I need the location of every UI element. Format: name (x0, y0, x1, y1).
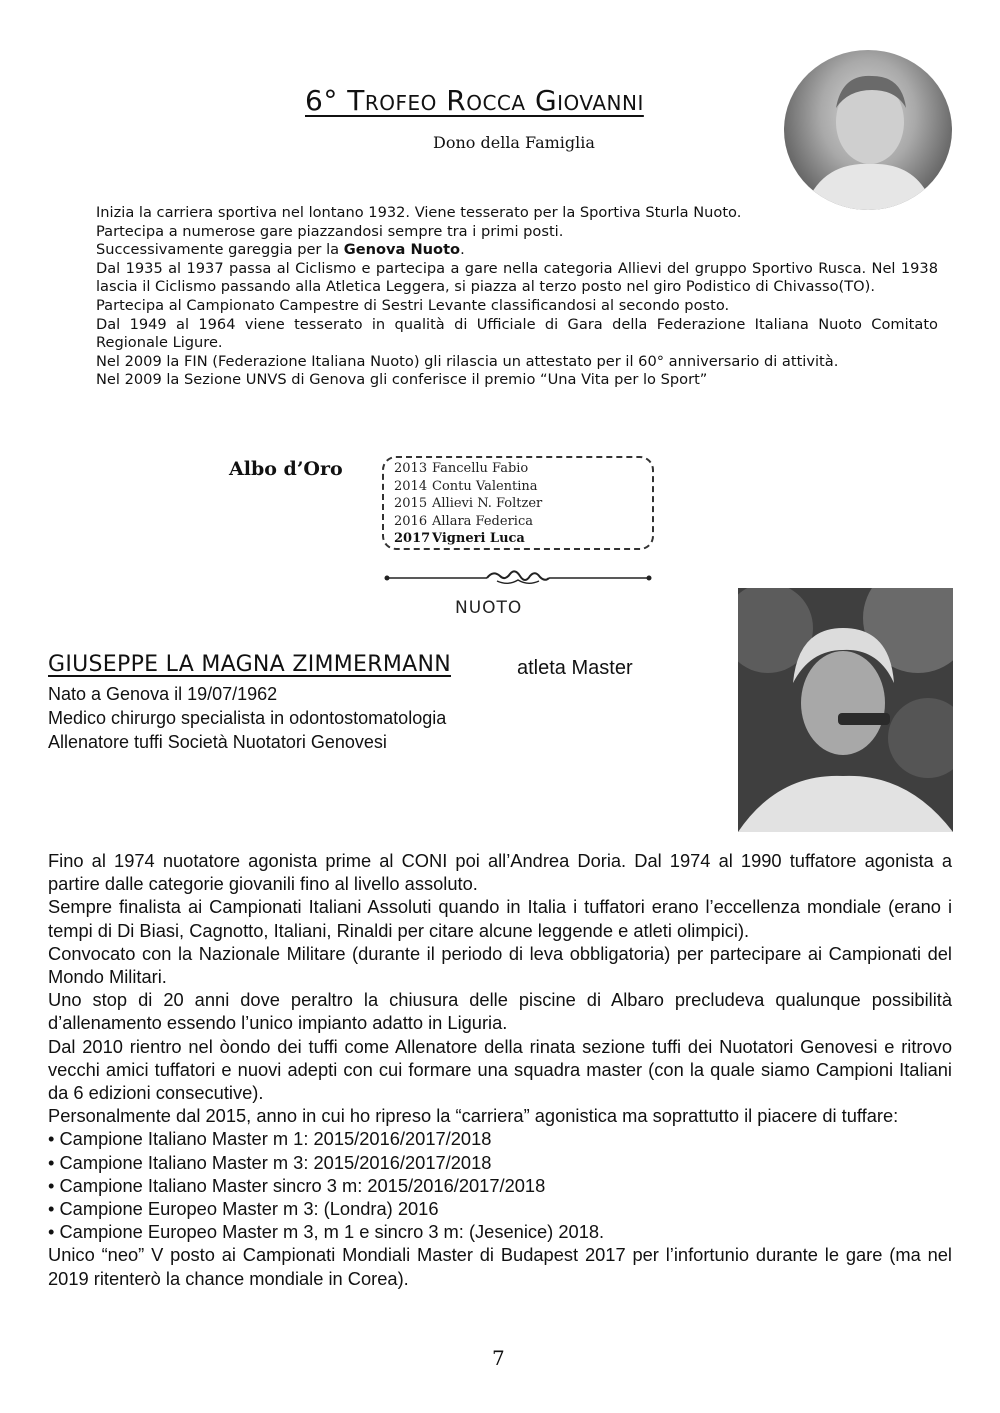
bio-paragraph: Partecipa a numerose gare piazzandosi sempre tra i primi posti. (96, 222, 564, 240)
section-label: NUOTO (455, 598, 523, 618)
albo-entry-year: 2016 (394, 513, 428, 529)
athlete-detail-line: Medico chirurgo specialista in odontostomatologia (48, 708, 447, 728)
bio-paragraph: Nel 2009 la FIN (Federazione Italiana Nuoto) gli rilascia un attestato per il 60° anniversario di attività. (96, 352, 839, 370)
story-paragraph: Uno stop di 20 anni dove peraltro la chiusura delle piscine di Albaro precludeva qualunque possibilità d’allenamento essendo l’unico impianto adatto in Liguria. (48, 989, 952, 1034)
albo-entry-year: 2017 (394, 531, 431, 546)
bio-paragraph: Nel 2009 la Sezione UNVS di Genova gli conferisce il premio “Una Vita per lo Sport” (96, 371, 708, 389)
athlete-role: atleta Master (517, 657, 633, 679)
athlete-story (48, 849, 952, 1290)
albo-doro-label: Albo d’Oro (229, 458, 343, 480)
albo-entry-year: 2014 (394, 478, 428, 494)
albo-entry-year: 2015 (394, 496, 428, 511)
trophy-subtitle: Dono della Famiglia (433, 133, 595, 152)
albo-entry-winner: Vigneri Luca (432, 531, 525, 546)
trophy-biography (96, 204, 938, 390)
story-paragraph: Convocato con la Nazionale Militare (durante il periodo di leva obbligatoria) per partecipare ai Campionati del Mondo Militari. (48, 942, 952, 988)
albo-entry (394, 513, 652, 531)
bio-paragraph: Partecipa al Campionato Campestre di Sestri Levante classificandosi al secondo posto. (96, 296, 730, 314)
athlete-detail-line: Allenatore tuffi Società Nuotatori Genovesi (48, 732, 387, 752)
albo-entry-winner: Contu Valentina (432, 478, 538, 494)
athlete-details (48, 682, 446, 754)
achievement-item: • Campione Italiano Master m 3: 2015/2016/2017/2018 (48, 1151, 952, 1174)
bio-paragraph: Inizia la carriera sportiva nel lontano 1932. Viene tesserato per la Sportiva Sturla Nuoto. (96, 204, 742, 221)
albo-entry-year: 2013 (394, 461, 428, 476)
achievement-item: • Campione Italiano Master m 1: 2015/2016/2017/2018 (48, 1127, 952, 1150)
ornament-divider (383, 568, 653, 588)
bio-paragraph: Dal 1935 al 1937 passa al Ciclismo e partecipa a gare nella categoria Allievi del gruppo Sportivo Rusca. Nel 1938 lascia il Ciclismo passando alla Atletica Leggera, si piazza al terzo posto nel giro Podistico di Chivasso(TO). (96, 259, 938, 296)
achievement-list (48, 1127, 952, 1243)
albo-entry (394, 460, 652, 478)
rocca-giovanni-portrait (784, 50, 952, 210)
athlete-detail-line: Nato a Genova il 19/07/1962 (48, 684, 278, 704)
story-paragraph: Personalmente dal 2015, anno in cui ho ripreso la “carriera” agonistica ma soprattutto il piacere di tuffare: (48, 1105, 899, 1127)
story-paragraph: Sempre finalista ai Campionati Italiani Assoluti quando in Italia i tuffatori erano l’eccellenza mondiale (erano i tempi di Di Biasi, Cagnotto, Italiani, Rinaldi per citare alcune leggende e atleti olimpici). (48, 896, 952, 941)
bio-club-name: Genova Nuoto (343, 241, 461, 259)
trophy-title: 6° Trofeo Rocca Giovanni (305, 84, 644, 117)
achievement-item: • Campione Europeo Master m 3, m 1 e sincro 3 m: (Jesenice) 2018. (48, 1220, 952, 1243)
story-paragraph: Dal 2010 rientro nel òondo dei tuffi come Allenatore della rinata sezione tuffi dei Nuotatori Genovesi e ritrovo vecchi amici tuffatori e nuovi adepti con cui formare una squadra master (con la quale siamo Campioni Italiani da 6 edizioni consecutive). (48, 1035, 952, 1104)
bio-paragraph (96, 241, 938, 260)
story-paragraph: Fino al 1974 nuotatore agonista prime al CONI poi all’Andrea Doria. Dal 1974 al 1990 tuffatore agonista a partire dalle categorie giovanili fino al livello assoluto. (48, 850, 952, 895)
bio-text: . (460, 241, 465, 259)
bio-paragraph: Dal 1949 al 1964 viene tesserato in qualità di Ufficiale di Gara della Federazione Italiana Nuoto Comitato Regionale Ligure. (96, 315, 938, 352)
albo-doro-list (382, 456, 654, 550)
achievement-item: • Campione Italiano Master sincro 3 m: 2015/2016/2017/2018 (48, 1174, 952, 1197)
albo-entry-winner: Allievi N. Foltzer (432, 496, 543, 511)
albo-entry-winner: Fancellu Fabio (432, 461, 529, 476)
albo-entry (394, 495, 652, 513)
story-closing: Unico “neo” V posto ai Campionati Mondiali Master di Budapest 2017 per l’infortunio durante le gare (ma nel 2019 ritenterò la chance mondiale in Corea). (48, 1244, 952, 1289)
albo-entry-current (394, 530, 652, 548)
albo-entry-winner: Allara Federica (432, 513, 533, 529)
athlete-name: GIUSEPPE LA MAGNA ZIMMERMANN (48, 652, 451, 677)
athlete-photo (738, 588, 953, 832)
bio-text: Successivamente gareggia per la (96, 241, 340, 259)
albo-entry (394, 478, 652, 496)
achievement-item: • Campione Europeo Master m 3: (Londra) 2016 (48, 1197, 952, 1220)
page-number: 7 (492, 1346, 505, 1370)
